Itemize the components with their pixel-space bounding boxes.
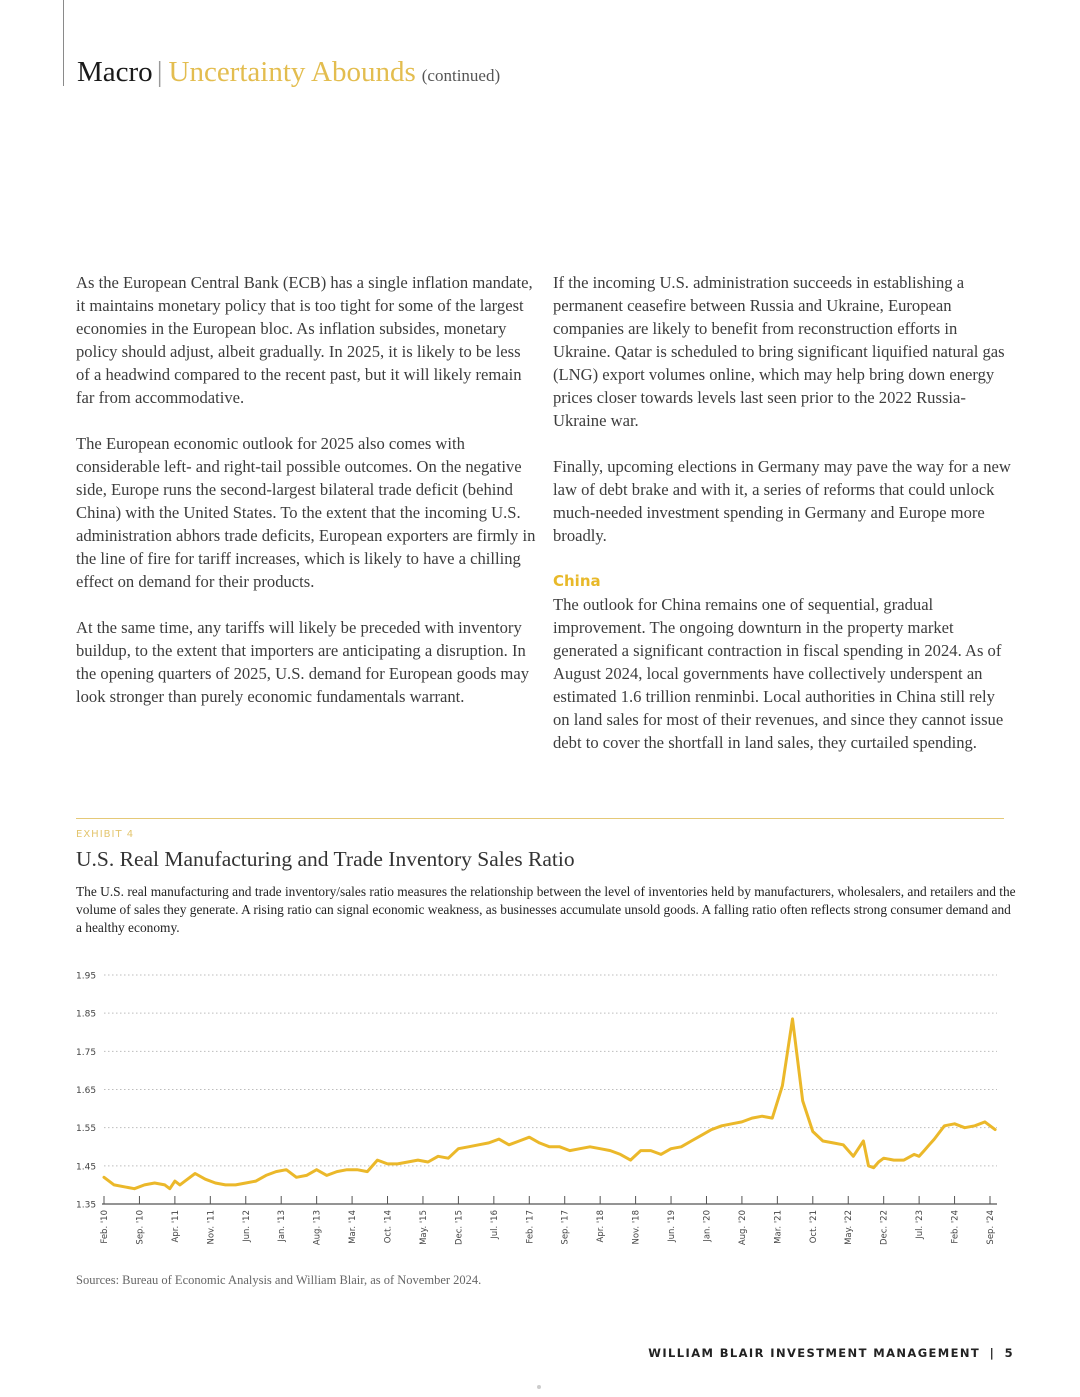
y-tick-label: 1.95: [76, 971, 97, 982]
x-tick-label: Jun. '19: [667, 1210, 678, 1242]
ratio-line: [104, 1019, 995, 1189]
x-tick-label: Jan. '13: [277, 1210, 288, 1242]
x-tick-label: Mar. '21: [773, 1210, 784, 1244]
x-tick-label: Sep. '24: [986, 1210, 996, 1245]
exhibit-label: EXHIBIT 4: [76, 829, 135, 840]
x-tick-label: Jan. '20: [702, 1210, 713, 1242]
footer-separator: |: [989, 1346, 996, 1360]
x-tick-label: Feb. '17: [525, 1210, 536, 1244]
page-number: 5: [1004, 1346, 1014, 1360]
paragraph-china: The outlook for China remains one of sequential, gradual improvement. The ongoing downturn in the property market generated a significant contraction in fiscal spending in 2024. As of August 2024, local governments have collectively underspent an estimated 1.6 trillion renminbi. Local authorities in China still rely on land sales for most of their revenues, and since they cannot issue debt to cover the shortfall in land sales, they curtailed spending.: [553, 595, 1004, 752]
y-tick-label: 1.35: [76, 1200, 97, 1211]
header-separator: |: [156, 56, 163, 88]
chart-sources: Sources: Bureau of Economic Analysis and William Blair, as of November 2024.: [76, 1273, 482, 1287]
x-tick-label: Feb. '10: [100, 1210, 110, 1244]
x-tick-label: Mar. '14: [348, 1210, 359, 1244]
x-tick-label: Sep. '17: [560, 1210, 571, 1245]
x-tick-label: Jul. '23: [915, 1210, 926, 1239]
y-tick-label: 1.65: [76, 1086, 97, 1096]
section-label: Macro: [77, 56, 153, 88]
x-tick-label: Nov. '11: [206, 1210, 217, 1245]
y-tick-label: 1.85: [76, 1009, 97, 1020]
paragraph-tariffs: At the same time, any tariffs will likely be preceded with inventory buildup, to the extent that importers are anticipating a disruption. In the opening quarters of 2025, U.S. demand for European goods may look stronger than purely economic fundamentals warrant.: [76, 618, 529, 706]
china-heading: China: [553, 572, 601, 590]
page-header: [77, 56, 500, 89]
continued-label: (continued): [421, 66, 501, 85]
x-tick-label: Sep. '10: [135, 1210, 146, 1245]
y-tick-label: 1.55: [76, 1124, 97, 1135]
exhibit-title: U.S. Real Manufacturing and Trade Inventory Sales Ratio: [76, 847, 575, 871]
x-tick-label: Dec. '15: [454, 1210, 465, 1246]
page-marker-dot: [537, 1385, 541, 1389]
x-tick-label: Apr. '18: [596, 1210, 607, 1243]
x-tick-label: Apr. '11: [170, 1210, 181, 1243]
x-tick-label: Dec. '22: [879, 1210, 890, 1246]
header-vertical-rule: [63, 0, 64, 86]
page-title: Uncertainty Abounds: [168, 56, 416, 88]
y-tick-label: 1.45: [76, 1162, 97, 1173]
x-tick-label: Aug. '20: [737, 1210, 748, 1246]
exhibit-description: The U.S. real manufacturing and trade inventory/sales ratio measures the relationship between the level of inventories held by manufacturers, wholesalers, and retailers and the volume of sales they generate. A rising ratio can signal economic weakness, as businesses accumulate unsold goods. A falling ratio often reflects strong consumer demand and a healthy economy.: [76, 884, 1016, 935]
paragraph-ecb: As the European Central Bank (ECB) has a single inflation mandate, it maintains monetary policy that is too tight for some of the largest economies in the European bloc. As inflation subsides, monetary policy should adjust, albeit gradually. In 2025, it is likely to be less of a headwind compared to the recent past, but it will likely remain far from accommodative.: [76, 273, 533, 407]
page-footer: [648, 1346, 1014, 1360]
right-column: [553, 271, 1013, 777]
x-tick-label: Feb. '24: [950, 1210, 961, 1244]
paragraph-ceasefire: If the incoming U.S. administration succeeds in establishing a permanent ceasefire between Russia and Ukraine, European companies are likely to benefit from reconstruction efforts in Ukraine. Qatar is scheduled to bring significant liquified natural gas (LNG) export volumes online, which may help bring down energy prices closer towards levels last seen prior to the 2022 Russia-Ukraine war.: [553, 273, 1005, 430]
left-column: [76, 271, 536, 731]
footer-brand: WILLIAM BLAIR INVESTMENT MANAGEMENT: [648, 1346, 981, 1360]
inventory-sales-ratio-chart: [60, 960, 1020, 1260]
x-tick-label: Aug. '13: [312, 1210, 323, 1246]
paragraph-germany: Finally, upcoming elections in Germany may pave the way for a new law of debt brake and with it, a series of reforms that could unlock much-needed investment spending in Germany and Europe more broadly.: [553, 457, 1011, 545]
y-tick-label: 1.75: [76, 1047, 97, 1058]
x-tick-label: May. '22: [844, 1210, 855, 1245]
x-tick-label: Jun. '12: [241, 1210, 252, 1242]
x-tick-label: Nov. '18: [631, 1210, 642, 1245]
paragraph-outlook: The European economic outlook for 2025 also comes with considerable left- and right-tail possible outcomes. On the negative side, Europe runs the second-largest bilateral trade deficit (behind China) with the United States. To the extent that the incoming U.S. administration abhors trade deficits, European exporters are firmly in the line of fire for tariff increases, which is likely to have a chilling effect on demand for their products.: [76, 434, 536, 591]
x-tick-label: May. '15: [418, 1210, 429, 1245]
x-tick-label: Oct. '14: [383, 1210, 394, 1244]
x-tick-label: Oct. '21: [808, 1210, 819, 1244]
x-tick-label: Jul. '16: [489, 1210, 500, 1239]
exhibit-divider: [76, 818, 1004, 819]
